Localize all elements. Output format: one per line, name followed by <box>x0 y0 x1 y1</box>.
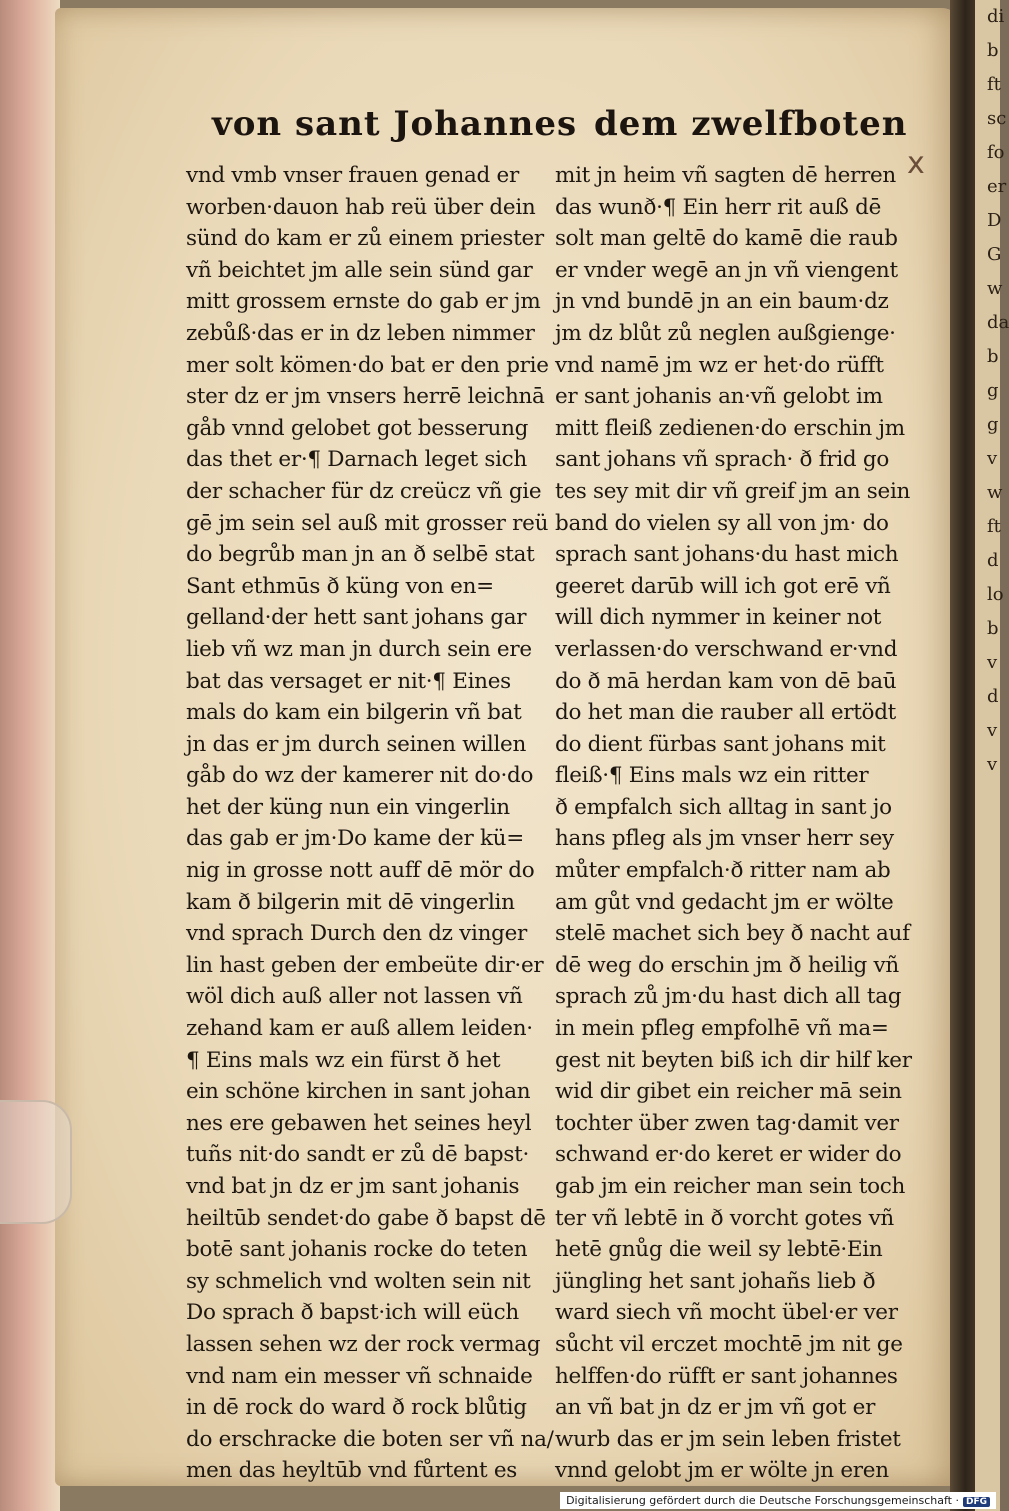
text-line: sůcht vil erczet mochtē jm nit ge <box>555 1331 903 1357</box>
text-line: dē weg do erschin jm ð heilig vñ <box>555 952 899 978</box>
text-line: tuñs nit·do sandt er zů dē bapst· <box>186 1142 529 1168</box>
text-line: stelē machet sich bey ð nacht auf <box>555 921 910 947</box>
text-line: tochter über zwen tag·damit ver <box>555 1110 899 1136</box>
facing-page-fragment: ft <box>987 74 1001 95</box>
text-line: er vnder wegē an jn vñ viengent <box>555 257 898 283</box>
facing-page-fragment: w <box>987 482 1003 503</box>
text-line: kam ð bilgerin mit dē vingerlin <box>186 889 515 915</box>
facing-page-fragment: w <box>987 278 1003 299</box>
text-line: lieb vñ wz man jn durch sein ere <box>186 636 532 662</box>
text-line: men das heyltūb vnd fůrtent es <box>186 1458 518 1484</box>
text-line: in dē rock do ward ð rock blůtig <box>186 1395 527 1421</box>
text-line: do dient fürbas sant johans mit <box>555 731 886 757</box>
dfg-footer <box>560 1492 996 1509</box>
text-line: helffen·do rüfft er sant johannes <box>555 1363 898 1389</box>
text-line: gē jm sein sel auß mit grosser reü <box>186 510 549 536</box>
text-line: botē sant johanis rocke do teten <box>186 1237 528 1263</box>
text-line: lin hast geben der embeüte dir·er <box>186 952 544 978</box>
text-line: zebůß·das er in dz leben nimmer <box>186 320 535 346</box>
facing-page-fragment: da <box>987 312 1009 333</box>
page-tab-marker <box>0 1100 72 1224</box>
book-fore-edge <box>0 0 60 1511</box>
text-line: jn vnd bundē jn an ein baum·dz <box>555 289 889 315</box>
text-line: ter vñ lebtē in ð vorcht gotes vñ <box>555 1205 894 1231</box>
text-line: schwand er·do keret er wider do <box>555 1142 902 1168</box>
text-line: mitt grossem ernste do gab er jm <box>186 289 541 315</box>
text-line: vnd vmb vnser frauen genad er <box>186 163 519 188</box>
text-line: band do vielen sy all von jm· do <box>555 510 889 536</box>
facing-page-fragment: er <box>987 176 1007 197</box>
text-line: er sant johanis an·vñ gelobt im <box>555 384 883 410</box>
text-line: das gab er jm·Do kame der kü= <box>186 826 524 852</box>
running-head-left: von sant Johannes <box>212 104 578 144</box>
running-head-right: dem zwelfboten <box>594 104 908 144</box>
facing-page-fragment: d <box>987 686 999 707</box>
text-line: mals do kam ein bilgerin vñ bat <box>186 700 522 726</box>
text-line: ¶ Eins mals wz ein fürst ð het <box>186 1047 501 1073</box>
text-line: mitt fleiß zedienen·do erschin jm <box>555 415 905 441</box>
facing-page-fragment: v <box>987 652 998 673</box>
facing-page-fragment: G <box>987 244 1002 265</box>
facing-page-fragment: ft <box>987 516 1001 537</box>
text-line: nes ere gebawen het seines heyl <box>186 1110 532 1136</box>
text-line: geeret darūb will ich got erē vñ <box>555 573 891 599</box>
text-line: gest nit beyten biß ich dir hilf ker <box>555 1047 912 1073</box>
text-line: sant johans vñ sprach· ð frid go <box>555 447 890 473</box>
text-line: bat das versaget er nit·¶ Eines <box>186 668 511 694</box>
facing-page-fragment: d <box>987 550 999 571</box>
text-line: wöl dich auß aller not lassen vñ <box>186 984 523 1010</box>
facing-page-fragment: v <box>987 448 998 469</box>
text-line: vnd bat jn dz er jm sant johanis <box>186 1174 520 1199</box>
text-line: vnnd gelobt jm er wölte jn eren <box>555 1458 889 1484</box>
text-line: wurb das er jm sein leben fristet <box>555 1426 901 1452</box>
dfg-logo: DFG <box>963 1497 990 1507</box>
text-line: am gůt vnd gedacht jm er wölte <box>555 889 894 915</box>
text-line: het der küng nun ein vingerlin <box>186 794 510 820</box>
text-line: das wunð·¶ Ein herr rit auß dē <box>555 194 882 220</box>
text-line: lassen sehen wz der rock vermag <box>186 1331 541 1357</box>
text-line: ward siech vñ mocht übel·er ver <box>555 1300 898 1326</box>
facing-page-strip <box>975 0 1009 1511</box>
text-line: das thet er·¶ Darnach leget sich <box>186 447 527 473</box>
footer-text: Digitalisierung gefördert durch die Deutsche Forschungsgemeinschaft · <box>566 1494 959 1507</box>
text-line: will dich nymmer in keiner not <box>555 605 882 631</box>
text-line: der schacher für dz creücz vñ gie <box>186 478 542 504</box>
text-line: vñ beichtet jm alle sein sünd gar <box>186 257 533 283</box>
text-line: fleiß·¶ Eins mals wz ein ritter <box>555 763 869 789</box>
text-line: do ð mā herdan kam von dē baū <box>555 668 897 694</box>
text-line: an vñ bat jn dz er jm vñ got er <box>555 1395 876 1421</box>
text-line: zehand kam er auß allem leiden· <box>186 1016 533 1042</box>
text-line: Do sprach ð bapst·ich will eüch <box>186 1300 519 1326</box>
text-line: do erschracke die boten ser vñ na/ <box>186 1426 554 1452</box>
facing-page-fragment: di <box>987 6 1005 27</box>
text-line: jn das er jm durch seinen willen <box>186 731 527 757</box>
text-line: gåb vnnd gelobet got besserung <box>186 415 529 441</box>
text-line: jüngling het sant johañs lieb ð <box>555 1268 876 1294</box>
text-column-left <box>186 160 556 1487</box>
facing-page-fragment: v <box>987 754 998 775</box>
text-line: Sant ethmūs ð küng von en= <box>186 573 494 599</box>
text-line: worben·dauon hab reü über dein <box>186 194 536 220</box>
facing-page-fragment: D <box>987 210 1002 231</box>
text-line: ein schöne kirchen in sant johan <box>186 1079 531 1105</box>
text-column-right <box>555 160 925 1487</box>
text-line: vnd namē jm wz er het·do rüfft <box>555 352 884 378</box>
text-line: wid dir gibet ein reicher mā sein <box>555 1079 902 1105</box>
text-line: hetē gnůg die weil sy lebtē·Ein <box>555 1237 883 1263</box>
text-line: sy schmelich vnd wolten sein nit <box>186 1268 531 1294</box>
text-line: gelland·der hett sant johans gar <box>186 605 527 631</box>
text-line: můter empfalch·ð ritter nam ab <box>555 858 891 884</box>
text-line: tes sey mit dir vñ greif jm an sein <box>555 478 911 504</box>
facing-page-fragment: b <box>987 618 999 639</box>
text-line: vnd nam ein messer vñ schnaide <box>186 1363 533 1389</box>
facing-page-fragment: fo <box>987 142 1005 163</box>
text-line: do het man die rauber all ertödt <box>555 700 897 726</box>
facing-page-fragment: v <box>987 720 998 741</box>
text-line: mit jn heim vñ sagten dē herren <box>555 163 896 188</box>
text-line: nig in grosse nott auff dē mör do <box>186 858 535 884</box>
text-line: sprach zů jm·du hast dich all tag <box>555 984 902 1010</box>
text-line: sünd do kam er zů einem priester <box>186 226 544 252</box>
facing-page-fragment: b <box>987 40 999 61</box>
text-line: verlassen·do verschwand er·vnd <box>555 636 898 662</box>
text-line: gåb do wz der kamerer nit do·do <box>186 763 534 789</box>
margin-mark: x <box>907 146 925 181</box>
facing-page-fragment: g <box>987 414 999 435</box>
facing-page-fragment: sc <box>987 108 1007 129</box>
text-line: mer solt kömen·do bat er den prie <box>186 352 549 378</box>
text-line: vnd sprach Durch den dz vinger <box>186 921 528 947</box>
facing-page-fragment: lo <box>987 584 1004 605</box>
text-line: ð empfalch sich alltag in sant jo <box>555 794 892 820</box>
text-line: hans pfleg als jm vnser herr sey <box>555 826 894 852</box>
text-line: heiltūb sendet·do gabe ð bapst dē <box>186 1205 546 1231</box>
text-line: do begrůb man jn an ð selbē stat <box>186 542 535 568</box>
text-line: jm dz blůt zů neglen außgienge· <box>555 320 896 346</box>
facing-page-fragment: g <box>987 380 999 401</box>
text-line: ster dz er jm vnsers herrē leichnā <box>186 384 545 410</box>
text-line: in mein pfleg empfolhē vñ ma= <box>555 1016 889 1042</box>
text-line: gab jm ein reicher man sein toch <box>555 1174 906 1199</box>
text-line: sprach sant johans·du hast mich <box>555 542 899 568</box>
facing-page-fragment: b <box>987 346 999 367</box>
text-line: solt man geltē do kamē die raub <box>555 226 898 252</box>
